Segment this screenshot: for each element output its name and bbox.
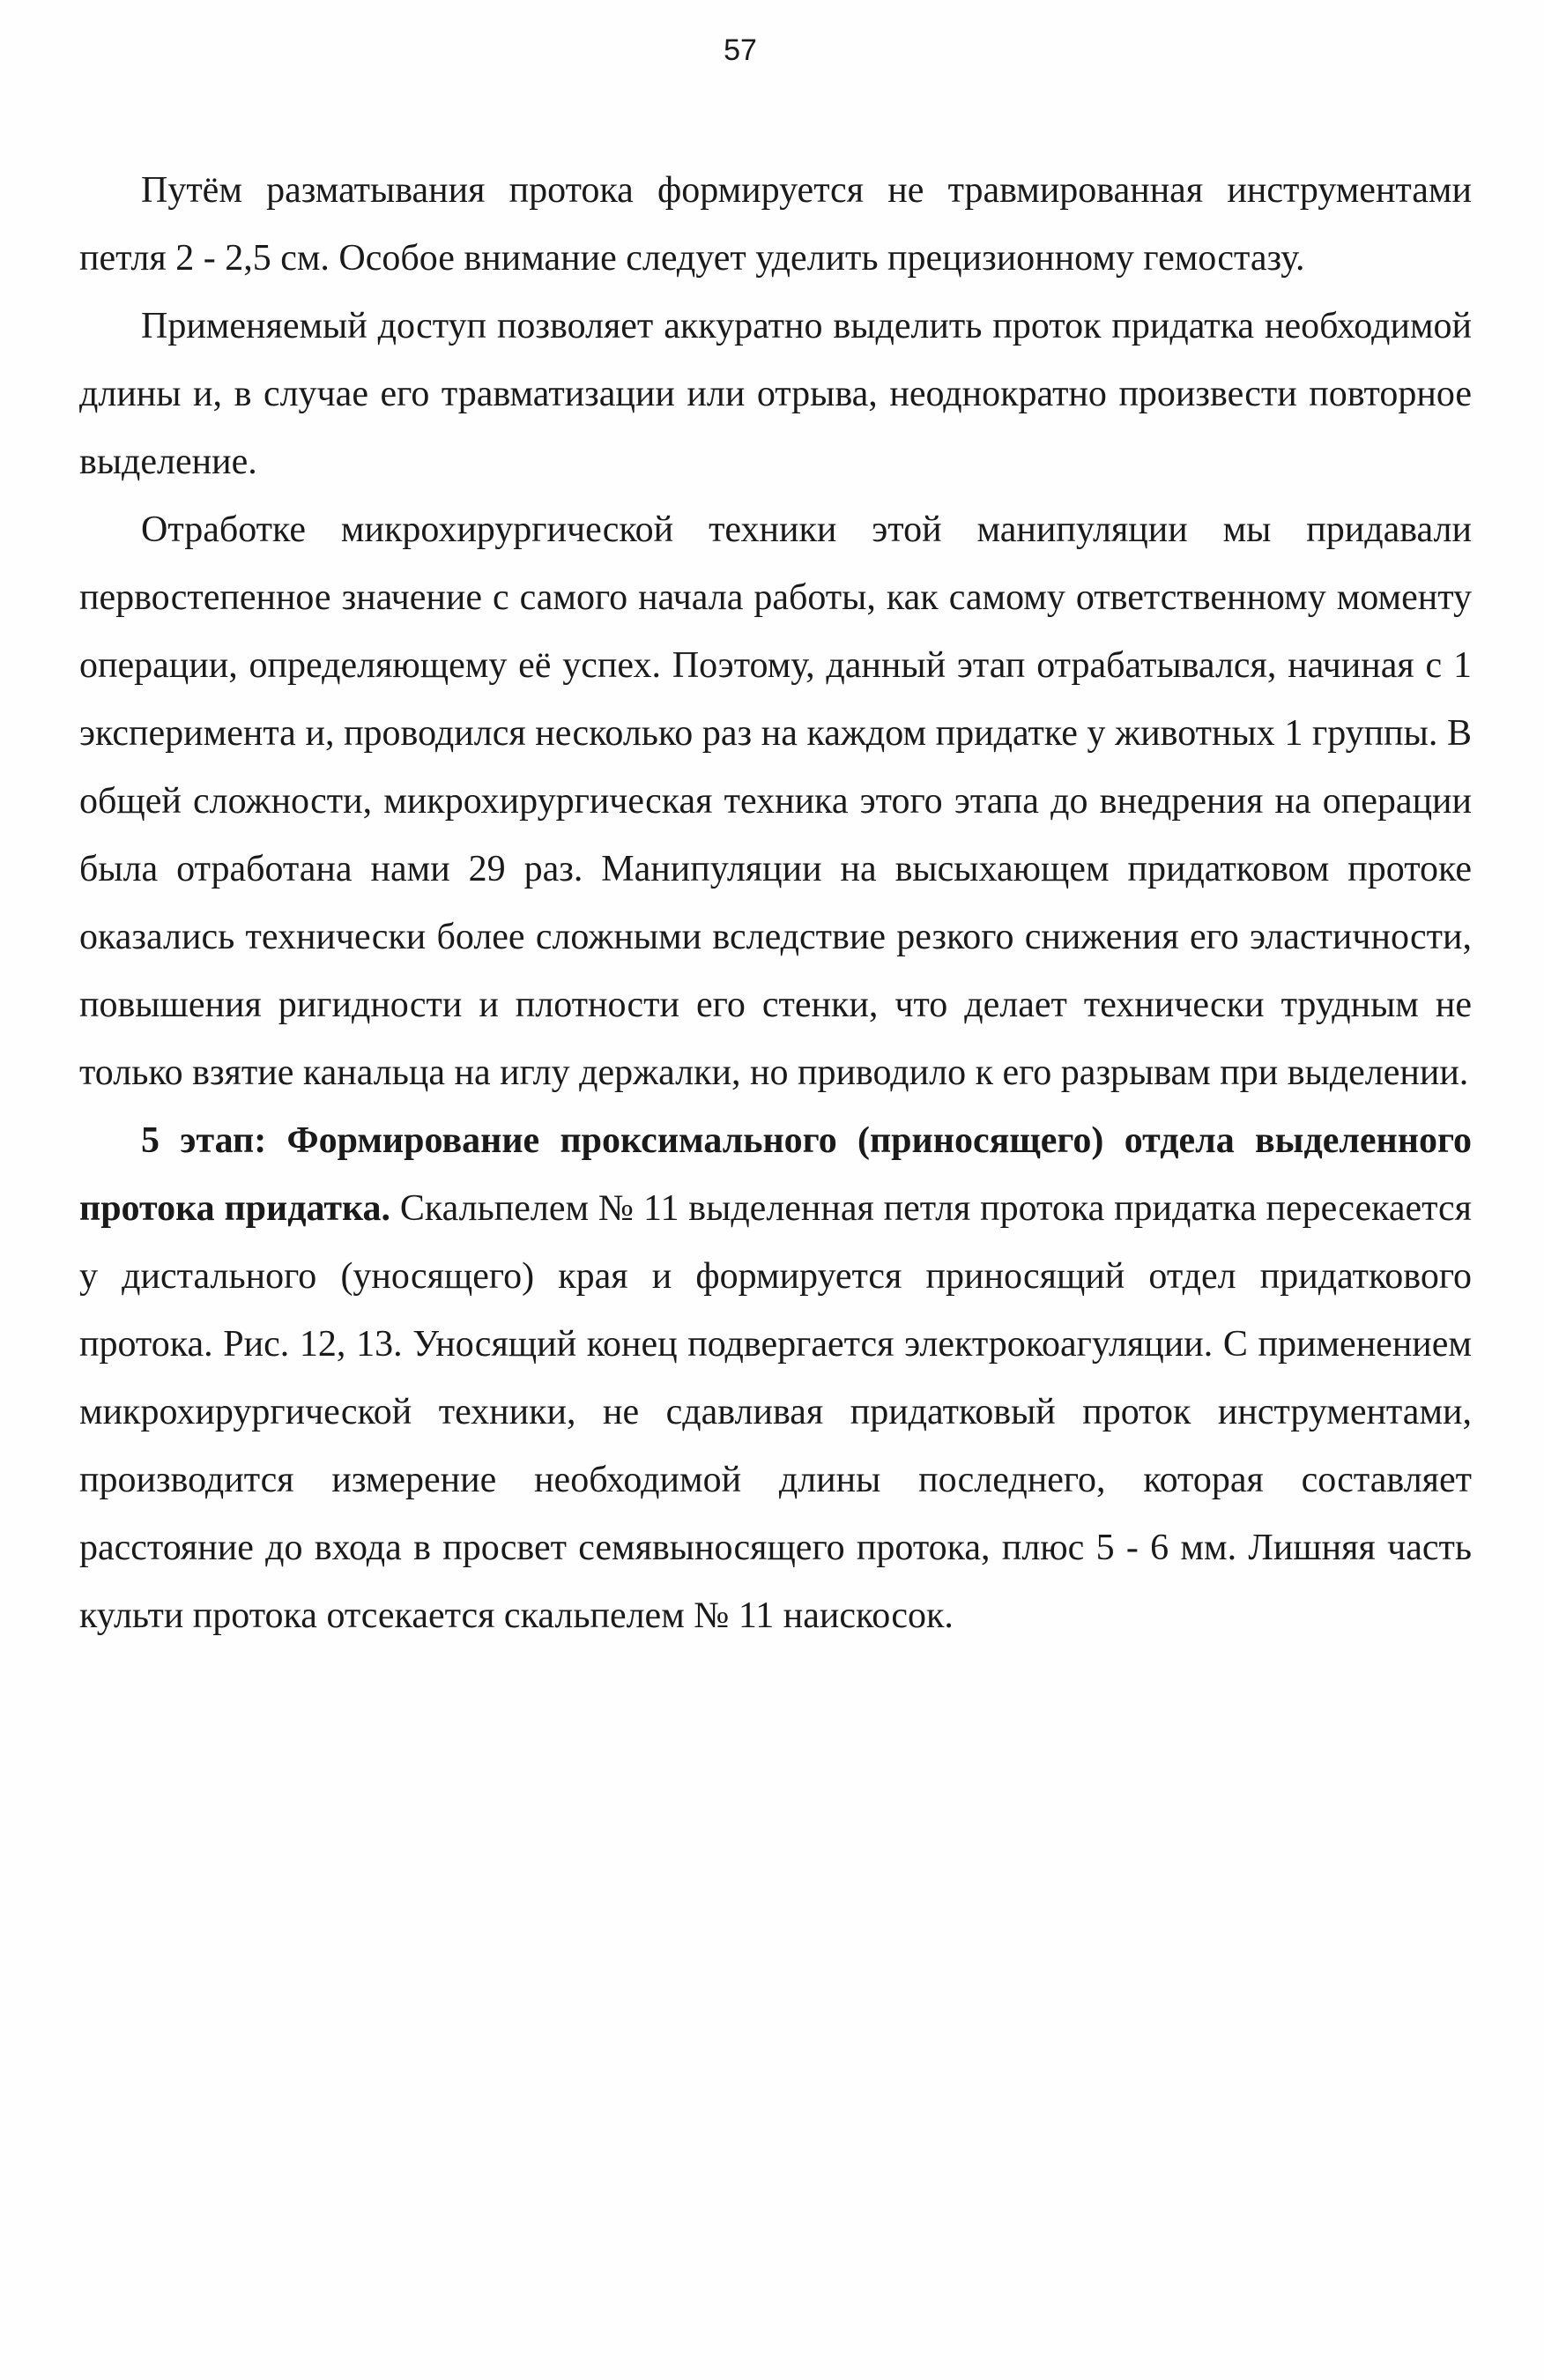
paragraph-4-body: Скальпелем № 11 выделенная петля протока придатка пересекается у дистального (уносящего) края и формируется приносящий отдел придаткового протока. Рис. 12, 13. Уносящий конец подвергается электрокоагуляции. С применением микрохирургической техники, не сдавливая придатковый проток инструментами, производится измерение необходимой длины последнего, которая составляет расстояние до входа в просвет семявыносящего протока, плюс 5 - 6 мм. Лишняя часть культи протока отсекается скальпелем № 11 наискосок. bbox=[79, 1188, 1472, 1636]
paragraph-4 bbox=[79, 1107, 1472, 1650]
body-text bbox=[79, 157, 1472, 1650]
paragraph-2: Применяемый доступ позволяет аккуратно выделить проток придатка необходимой длины и, в случае его травматизации или отрыва, неоднократно произвести повторное выделение. bbox=[79, 306, 1472, 482]
paragraph-1: Путём разматывания протока формируется не травмированная инструментами петля 2 - 2,5 см. Особое внимание следует уделить прецизионному гемостазу. bbox=[79, 170, 1472, 279]
stage-heading: 5 этап: Формирование проксимального (приносящего) отдела выделенного протока придатка. bbox=[79, 1120, 1472, 1229]
paragraph-3: Отработке микрохирургической техники этой манипуляции мы придавали первостепенное значение с самого начала работы, как самому ответственному моменту операции, определяющему её успех. Поэтому, данный этап отрабатывался, начиная с 1 эксперимента и, проводился несколько раз на каждом придатке у животных 1 группы. В общей сложности, микрохирургическая техника этого этапа до внедрения на операции была отработана нами 29 раз. Манипуляции на высыхающем придатковом протоке оказались технически более сложными вследствие резкого снижения его эластичности, повышения ригидности и плотности его стенки, что делает технически трудным не только взятие канальца на иглу держалки, но приводило к его разрывам при выделении. bbox=[79, 509, 1472, 1093]
page-number: 57 bbox=[724, 33, 757, 67]
